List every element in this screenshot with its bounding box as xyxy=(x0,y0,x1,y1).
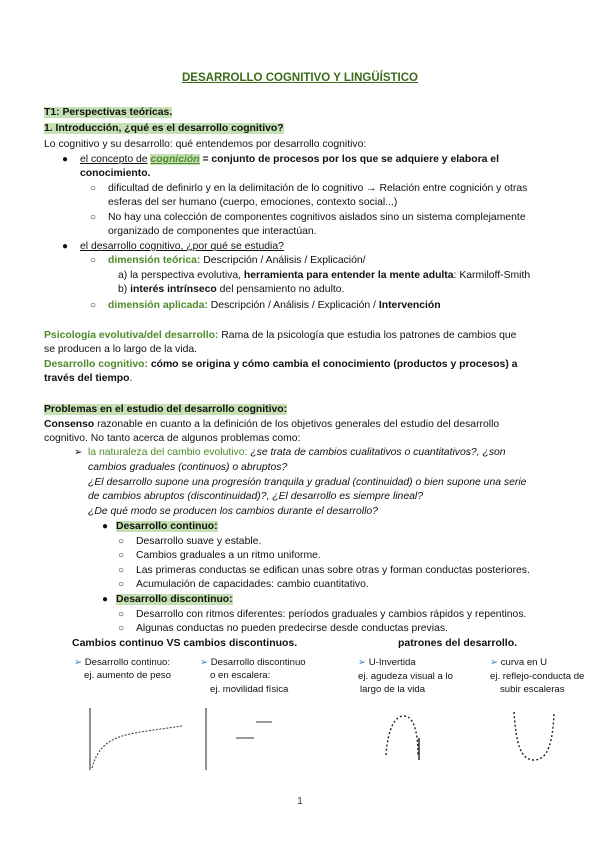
dim-b: b) interés intrínseco del pensamiento no adulto. xyxy=(118,284,345,295)
circle-bullet-icon: ○ xyxy=(118,623,125,634)
psico-line2: se producen a lo largo de la vida. xyxy=(44,344,198,355)
naturaleza-line3: ¿El desarrollo supone una progresión tranquila y gradual (continuidad) o bien supone una serie xyxy=(88,477,527,488)
sub2-line1: No hay una colección de componentes cognitivos aislados sino un sistema complejamente xyxy=(108,212,526,223)
panel3-example: ej. agudeza visual a lo xyxy=(358,671,453,682)
continuo-item: Las primeras conductas se edifican unas sobre otras y forman conductas posteriores. xyxy=(136,565,530,576)
consenso-line1: Consenso razonable en cuanto a la definición de los objetivos generales del estudio del desarrollo xyxy=(44,419,500,430)
bullet-dot-icon: ● xyxy=(102,594,109,605)
desarrollo-cog-line1: Desarrollo cognitivo: cómo se origina y cómo cambia el conocimiento (productos y procesos) a xyxy=(44,359,518,370)
dim-a: a) la perspectiva evolutiva, herramienta para entender la mente adulta: Karmiloff-Smith xyxy=(118,270,531,281)
document-title: DESARROLLO COGNITIVO Y LINGÜÍSTICO xyxy=(182,72,418,84)
page-number: 1 xyxy=(297,796,303,807)
circle-bullet-icon: ○ xyxy=(90,212,97,223)
consenso-line2: cognitivo. No tanto acerca de algunos problemas como: xyxy=(44,433,301,444)
panel3-label: ➢ U-Invertida xyxy=(358,657,416,668)
inverted-u-graph xyxy=(386,716,419,760)
circle-bullet-icon: ○ xyxy=(118,609,125,620)
panel3-example-2: largo de la vida xyxy=(360,684,426,695)
continuo-item: Acumulación de capacidades: cambio cuantitativo. xyxy=(136,579,369,590)
dim-teorica: dimensión teórica: Descripción / Análisis / Explicación/ xyxy=(108,255,366,266)
desarrollo-cog-line2: través del tiempo. xyxy=(44,373,133,384)
why-line: el desarrollo cognitivo, ¿por qué se estudia? xyxy=(80,241,284,252)
u-curve-graph xyxy=(514,712,554,760)
circle-bullet-icon: ○ xyxy=(90,183,97,194)
arrow-bullet-icon: ➢ xyxy=(490,657,499,668)
panel4-example: ej. reflejo-conducta de xyxy=(490,671,585,682)
arrow-bullet-icon: ➢ xyxy=(358,657,367,668)
bullet-dot-icon: ● xyxy=(62,241,69,252)
panel4-example-2: subir escaleras xyxy=(500,684,565,695)
psico-line1: Psicología evolutiva/del desarrollo: Rama de la psicología que estudia los patrones de cambios que xyxy=(44,330,517,341)
concept-line-2: conocimiento. xyxy=(80,168,151,179)
discontinuo-item: Desarrollo con ritmos diferentes: períodos graduales y cambios rápidos y repentinos. xyxy=(136,609,527,620)
circle-bullet-icon: ○ xyxy=(90,300,97,311)
circle-bullet-icon: ○ xyxy=(118,565,125,576)
sub2-line2: organizado de componentes que interactúan. xyxy=(108,226,317,237)
circle-bullet-icon: ○ xyxy=(90,255,97,266)
figure-title-left: Cambios continuo VS cambios discontinuos. xyxy=(72,637,298,649)
naturaleza-line5: ¿De qué modo se producen los cambios durante el desarrollo? xyxy=(88,506,378,517)
discontinuo-item: Algunas conductas no pueden predecirse desde conductas previas. xyxy=(136,623,448,634)
panel2-example: ej. movilidad física xyxy=(210,684,289,695)
bullet-dot-icon: ● xyxy=(62,154,69,165)
problemas-heading: Problemas en el estudio del desarrollo cognitivo: xyxy=(44,404,288,415)
intro-line: Lo cognitivo y su desarrollo: qué entendemos por desarrollo cognitivo: xyxy=(44,139,367,150)
continuo-item: Desarrollo suave y estable. xyxy=(136,536,262,547)
circle-bullet-icon: ○ xyxy=(118,550,125,561)
continuo-item: Cambios graduales a un ritmo uniforme. xyxy=(136,550,321,561)
panel4-label: ➢ curva en U xyxy=(490,657,548,668)
naturaleza-line1: la naturaleza del cambio evolutivo: ¿se trata de cambios cualitativos o cuantitativos?, ¿son xyxy=(88,447,506,458)
figure-title-right: patrones del desarrollo. xyxy=(398,637,518,649)
discontinuo-heading: Desarrollo discontinuo: xyxy=(116,594,233,605)
bullet-dot-icon: ● xyxy=(102,521,109,532)
arrow-bullet-icon: ➢ xyxy=(200,657,209,668)
dim-aplicada: dimensión aplicada: Descripción / Análisis / Explicación / Intervención xyxy=(108,300,441,311)
panel1-label: ➢ Desarrollo continuo: xyxy=(74,657,171,668)
sub1-line2: esferas del ser humano (cuerpo, emociones, contexto social...) xyxy=(108,197,398,208)
arrow-bullet-icon: ➢ xyxy=(74,657,83,668)
circle-bullet-icon: ○ xyxy=(118,536,125,547)
continuous-graph xyxy=(90,708,182,770)
continuo-heading: Desarrollo continuo: xyxy=(116,521,218,532)
sub1-line1: dificultad de definirlo y en la delimitación de lo cognitivo → Relación entre cognición y otras xyxy=(108,183,528,194)
naturaleza-line4: de cambios abruptos (discontinuidad)?, ¿El desarrollo es siempre lineal? xyxy=(88,491,423,502)
concept-line: el concepto de cognición = conjunto de procesos por los que se adquiere y elabora el xyxy=(80,154,499,165)
panel1-example: ej. aumento de peso xyxy=(84,670,171,681)
cognicion-term: cognición xyxy=(150,154,200,165)
naturaleza-line2: cambios graduales (continuos) o abruptos? xyxy=(88,462,288,473)
intro-heading: 1. Introducción, ¿qué es el desarrollo cognitivo? xyxy=(44,123,284,134)
panel2-label: ➢ Desarrollo discontinuo xyxy=(200,657,306,668)
step-graph xyxy=(206,708,272,770)
circle-bullet-icon: ○ xyxy=(118,579,125,590)
section-t1-heading: T1: Perspectivas teóricas. xyxy=(44,107,173,118)
panel2-label-2: o en escalera: xyxy=(210,670,271,681)
arrow-bullet-icon: ➢ xyxy=(74,447,83,458)
